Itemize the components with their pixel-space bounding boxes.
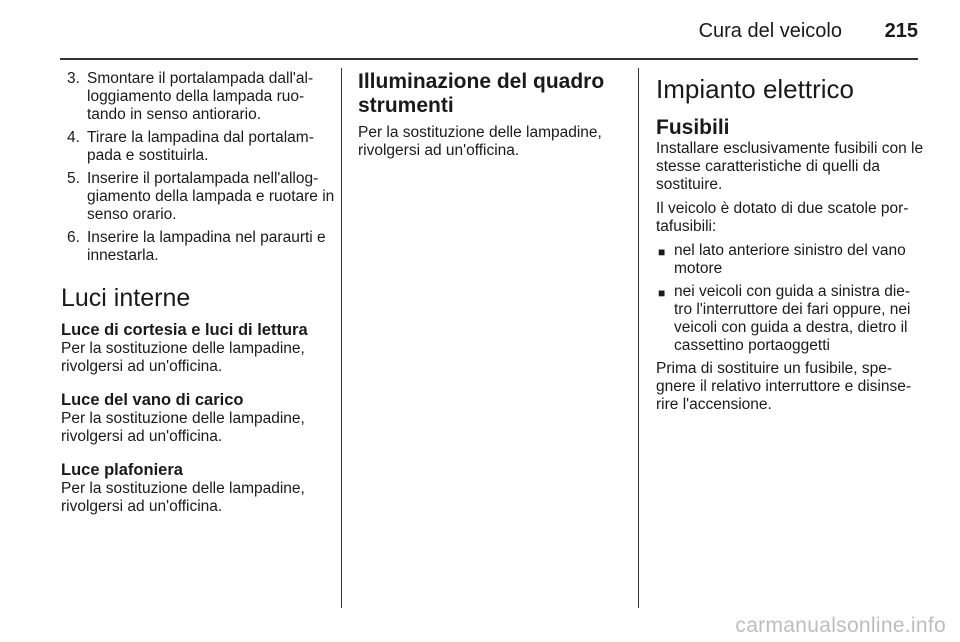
bullet-text: nei veicoli con guida a sinistra die-tro l'interruttore dei fari oppure, nei veicoli con guida a destra, dietro il cassettino portaoggetti <box>674 283 911 354</box>
step-item <box>61 129 336 165</box>
step-number: 4. <box>67 129 80 146</box>
header-rule <box>60 58 918 60</box>
subsection-title-plafoniera: Luce plafoniera <box>61 461 183 479</box>
step-text: Tirare la lampadina dal portalam-pada e sostituirla. <box>87 129 314 164</box>
page-header <box>60 16 918 60</box>
column-1 <box>61 70 336 516</box>
paragraph-2: Il veicolo è dotato di due scatole por-tafusibili: <box>656 200 909 235</box>
step-text: Smontare il portalampada dall'al-loggiamento della lampada ruo-tando in senso antiorario. <box>87 70 314 123</box>
step-text: Inserire la lampadina nel paraurti e innestarla. <box>87 229 326 264</box>
step-text: Inserire il portalampada nell'allog-giamento della lampada e ruotare in senso orario. <box>87 170 335 223</box>
column-3 <box>656 70 924 414</box>
bullet-text: nel lato anteriore sinistro del vano motore <box>674 242 906 277</box>
paragraph-1: Installare esclusivamente fusibili con le stesse caratteristiche di quelli da sostituire. <box>656 140 924 193</box>
bullet-list <box>656 242 924 355</box>
paragraph-3: Prima di sostituire un fusibile, spe-gnere il relativo interruttore e disinse-rire l'accensione. <box>656 360 912 413</box>
section-text-quadro-strumenti: Per la sostituzione delle lampadine, rivolgersi ad un'officina. <box>358 124 602 159</box>
step-item <box>61 170 336 224</box>
step-item <box>61 229 336 265</box>
page-number: 215 <box>884 20 918 42</box>
subsection-text-vano-carico: Per la sostituzione delle lampadine, rivolgersi ad un'officina. <box>61 410 305 445</box>
subsection-title-vano-carico: Luce del vano di carico <box>61 391 244 409</box>
steps-list <box>61 70 336 265</box>
watermark: carmanualsonline.info <box>735 614 946 637</box>
section-title-luci-interne: Luci interne <box>61 284 191 312</box>
subsection-text-plafoniera: Per la sostituzione delle lampadine, rivolgersi ad un'officina. <box>61 480 305 515</box>
step-number: 3. <box>67 70 80 87</box>
subsection-text-cortesia: Per la sostituzione delle lampadine, rivolgersi ad un'officina. <box>61 340 305 375</box>
column-divider-2 <box>638 68 639 608</box>
header-title: Cura del veicolo <box>698 20 842 42</box>
section-title-impianto-elettrico: Impianto elettrico <box>656 74 854 104</box>
bullet-square-icon: ■ <box>658 245 666 259</box>
bullet-item <box>656 283 924 355</box>
column-2 <box>358 70 626 160</box>
step-number: 6. <box>67 229 80 246</box>
bullet-square-icon: ■ <box>658 286 666 300</box>
bullet-item <box>656 242 924 278</box>
step-number: 5. <box>67 170 80 187</box>
section-title-quadro-strumenti: Illuminazione del quadro strumenti <box>358 70 605 117</box>
column-divider-1 <box>341 68 342 608</box>
subsection-title-cortesia: Luce di cortesia e luci di lettura <box>61 321 308 339</box>
step-item <box>61 70 336 124</box>
subsection-title-fusibili: Fusibili <box>656 116 730 139</box>
